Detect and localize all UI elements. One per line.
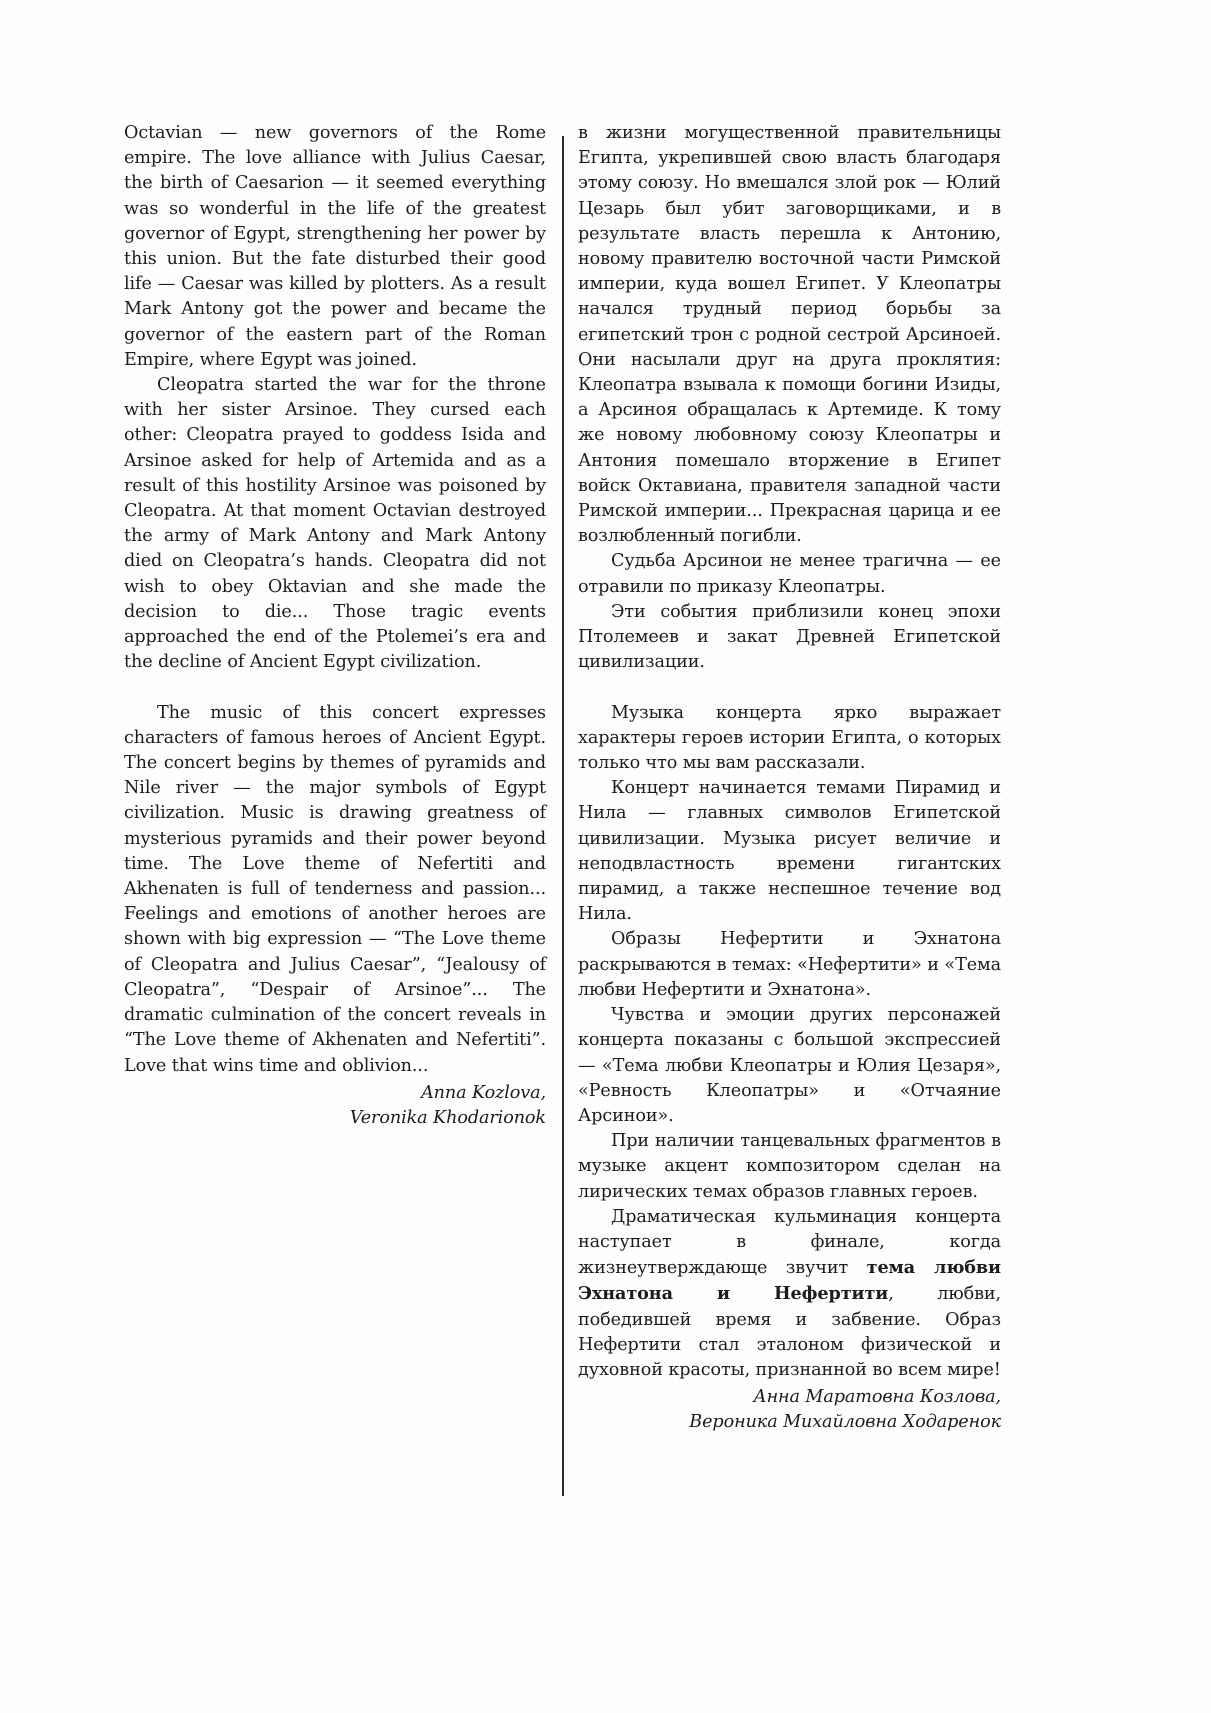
signature-line: Veronika Khodarionok (349, 1107, 546, 1128)
signature-line: Вероника Михайловна Ходаренок (689, 1412, 1001, 1433)
paragraph: Концерт начинается темами Пирамид и Нила — главных символов Египетской цивилизации. Музыка рисует величие и неподвластность времени гигантских пирамид, а также неспешное течение вод Нила. (578, 778, 1001, 925)
paragraph: Образы Нефертити и Эхнатона раскрываются в темах: «Нефертити» и «Тема любви Нефертити и Эхнатона». (578, 929, 1001, 1000)
paragraph: Cleopatra started the war for the throne with her sister Arsinoe. They cursed each other: Cleopatra prayed to goddess Isida and Arsinoe asked for help of Artemida and as a result of this hostility Arsinoe was poisoned by Cleopatra. At that moment Octavian destroyed the army of Mark Antony and Mark Antony died on Cleopatra’s hands. Cleopatra did not wish to obey Oktavian and she made the decision to die... Those tragic events approached the end of the Ptolemei’s era and the decline of Ancient Egypt civilization. (124, 375, 546, 673)
spacer (124, 675, 546, 700)
russian-column (578, 121, 1001, 1436)
signature-line: Anna Kozlova, (421, 1082, 546, 1103)
paragraph: Музыка концерта ярко выражает характеры героев истории Египта, о которых только что мы вам рассказали. (578, 702, 1001, 774)
paragraph: в жизни могущественной правительницы Египта, укрепившей свою власть благодаря этому союзу. Но вмешался злой рок — Юлий Цезарь был убит заговорщиками, и в результате власть перешла к Антонию, новому правителю восточной части Римской империи, куда вошел Египет. У Клеопатры начался трудный период борьбы за египетский трон с родной сестрой Арсиноей. Они насылали друг на друга проклятия: Клеопатра взывала к помощи богини Изиды, а Арсиноя обращалась к Артемиде. К тому же новому любовному союзу Клеопатры и Антония помешало вторжение в Египет войск Октавиана, правителя западной части Римской империи... Прекрасная царица и ее возлюбленный погибли. (578, 123, 1001, 547)
signature-line: Анна Маратовна Козлова, (753, 1387, 1001, 1408)
text-run: Драматическая кульминация концерта наступает в финале, когда жизнеутверждающе звучит (578, 1206, 1001, 1279)
paragraph: При наличии танцевальных фрагментов в музыке акцент композитором сделан на лирических темах образов главных героев. (578, 1131, 1001, 1202)
paragraph: Эти события приблизили конец эпохи Птолемеев и закат Древней Египетской цивилизации. (578, 601, 1001, 673)
signature-russian (578, 1385, 1001, 1435)
signature-english (124, 1081, 546, 1131)
paragraph: The music of this concert expresses characters of famous heroes of Ancient Egypt. The concert begins by themes of pyramids and Nile river — the major symbols of Egypt civilization. Music is drawing greatness of mysterious pyramids and their power beyond time. The Love theme of Nefertiti and Akhenaten is full of tenderness and passion... Feelings and emotions of another heroes are shown with big expression — “The Love theme of Cleopatra and Julius Caesar”, “Jealousy of Cleopatra”, “Despair of Arsinoe”... The dramatic culmination of the concert reveals in “The Love theme of Akhenaten and Nefertiti”. Love that wins time and oblivion... (124, 702, 546, 1076)
spacer (578, 675, 1001, 700)
paragraph: Судьба Арсинои не менее трагична — ее отравили по приказу Клеопатры. (578, 551, 1001, 597)
bold-emphasis: тема любви Эхнатона и Нефертити (578, 1257, 1001, 1305)
final-paragraph (578, 1205, 1001, 1383)
text-run: , любви, победившей время и забвение. Образ Нефертити стал эталоном физической и духовной красоты, признанной во всем мире! (578, 1284, 1001, 1380)
column-divider (562, 136, 564, 1496)
paragraph: Octavian — new governors of the Rome empire. The love alliance with Julius Caesar, the birth of Caesarion — it seemed everything was so wonderful in the life of the greatest governor of Egypt, strengthening her power by this union. But the fate disturbed their good life — Caesar was killed by plotters. As a result Mark Antony got the power and became the governor of the eastern part of the Roman Empire, where Egypt was joined. (124, 123, 546, 370)
paragraph: Чувства и эмоции других персонажей концерта показаны с большой экспрессией — «Тема любви Клеопатры и Юлия Цезаря», «Ревность Клеопатры» и «Отчаяние Арсинои». (578, 1005, 1001, 1126)
english-column (124, 121, 546, 1131)
